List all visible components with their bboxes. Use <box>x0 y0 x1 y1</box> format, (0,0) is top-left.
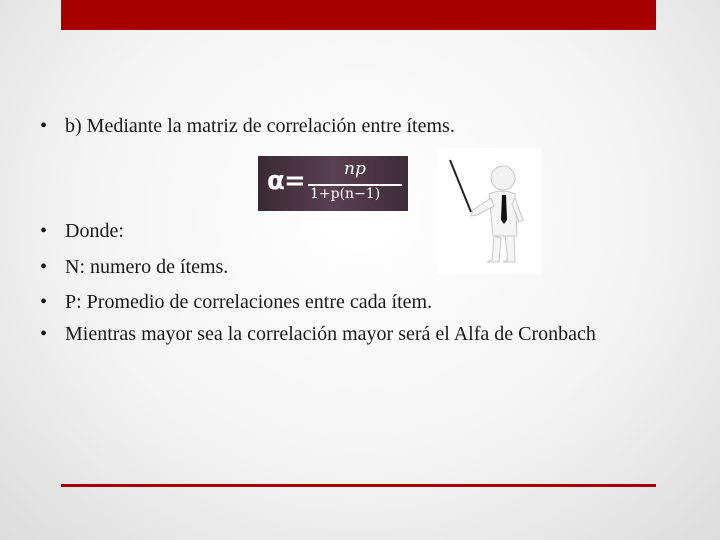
bullet-text-donde: Donde: <box>65 220 124 242</box>
bullet-text-n-definition: N: numero de ítems. <box>65 256 229 278</box>
alpha-formula-image <box>258 156 408 211</box>
presenter-illustration <box>437 148 541 274</box>
header-accent-bar <box>61 0 656 30</box>
presenter-with-pointer-icon <box>437 148 541 274</box>
bullet-marker: • <box>40 220 48 242</box>
formula-numerator: np <box>344 159 366 179</box>
formula-denominator: 1+p(n−1) <box>310 186 381 202</box>
bullet-marker: • <box>40 115 48 137</box>
bullet-text-conclusion: Mientras mayor sea la correlación mayor será el Alfa de Cronbach <box>65 323 596 345</box>
equals-sign: = <box>284 166 306 196</box>
bullet-marker: • <box>40 291 48 313</box>
alpha-symbol: α <box>267 166 285 196</box>
bullet-text-p-definition: P: Promedio de correlaciones entre cada ítem. <box>65 291 433 313</box>
bullet-marker: • <box>40 256 48 278</box>
footer-accent-rule <box>61 484 656 487</box>
bullet-text-method: b) Mediante la matriz de correlación entre ítems. <box>65 115 455 137</box>
bullet-marker: • <box>40 323 48 345</box>
